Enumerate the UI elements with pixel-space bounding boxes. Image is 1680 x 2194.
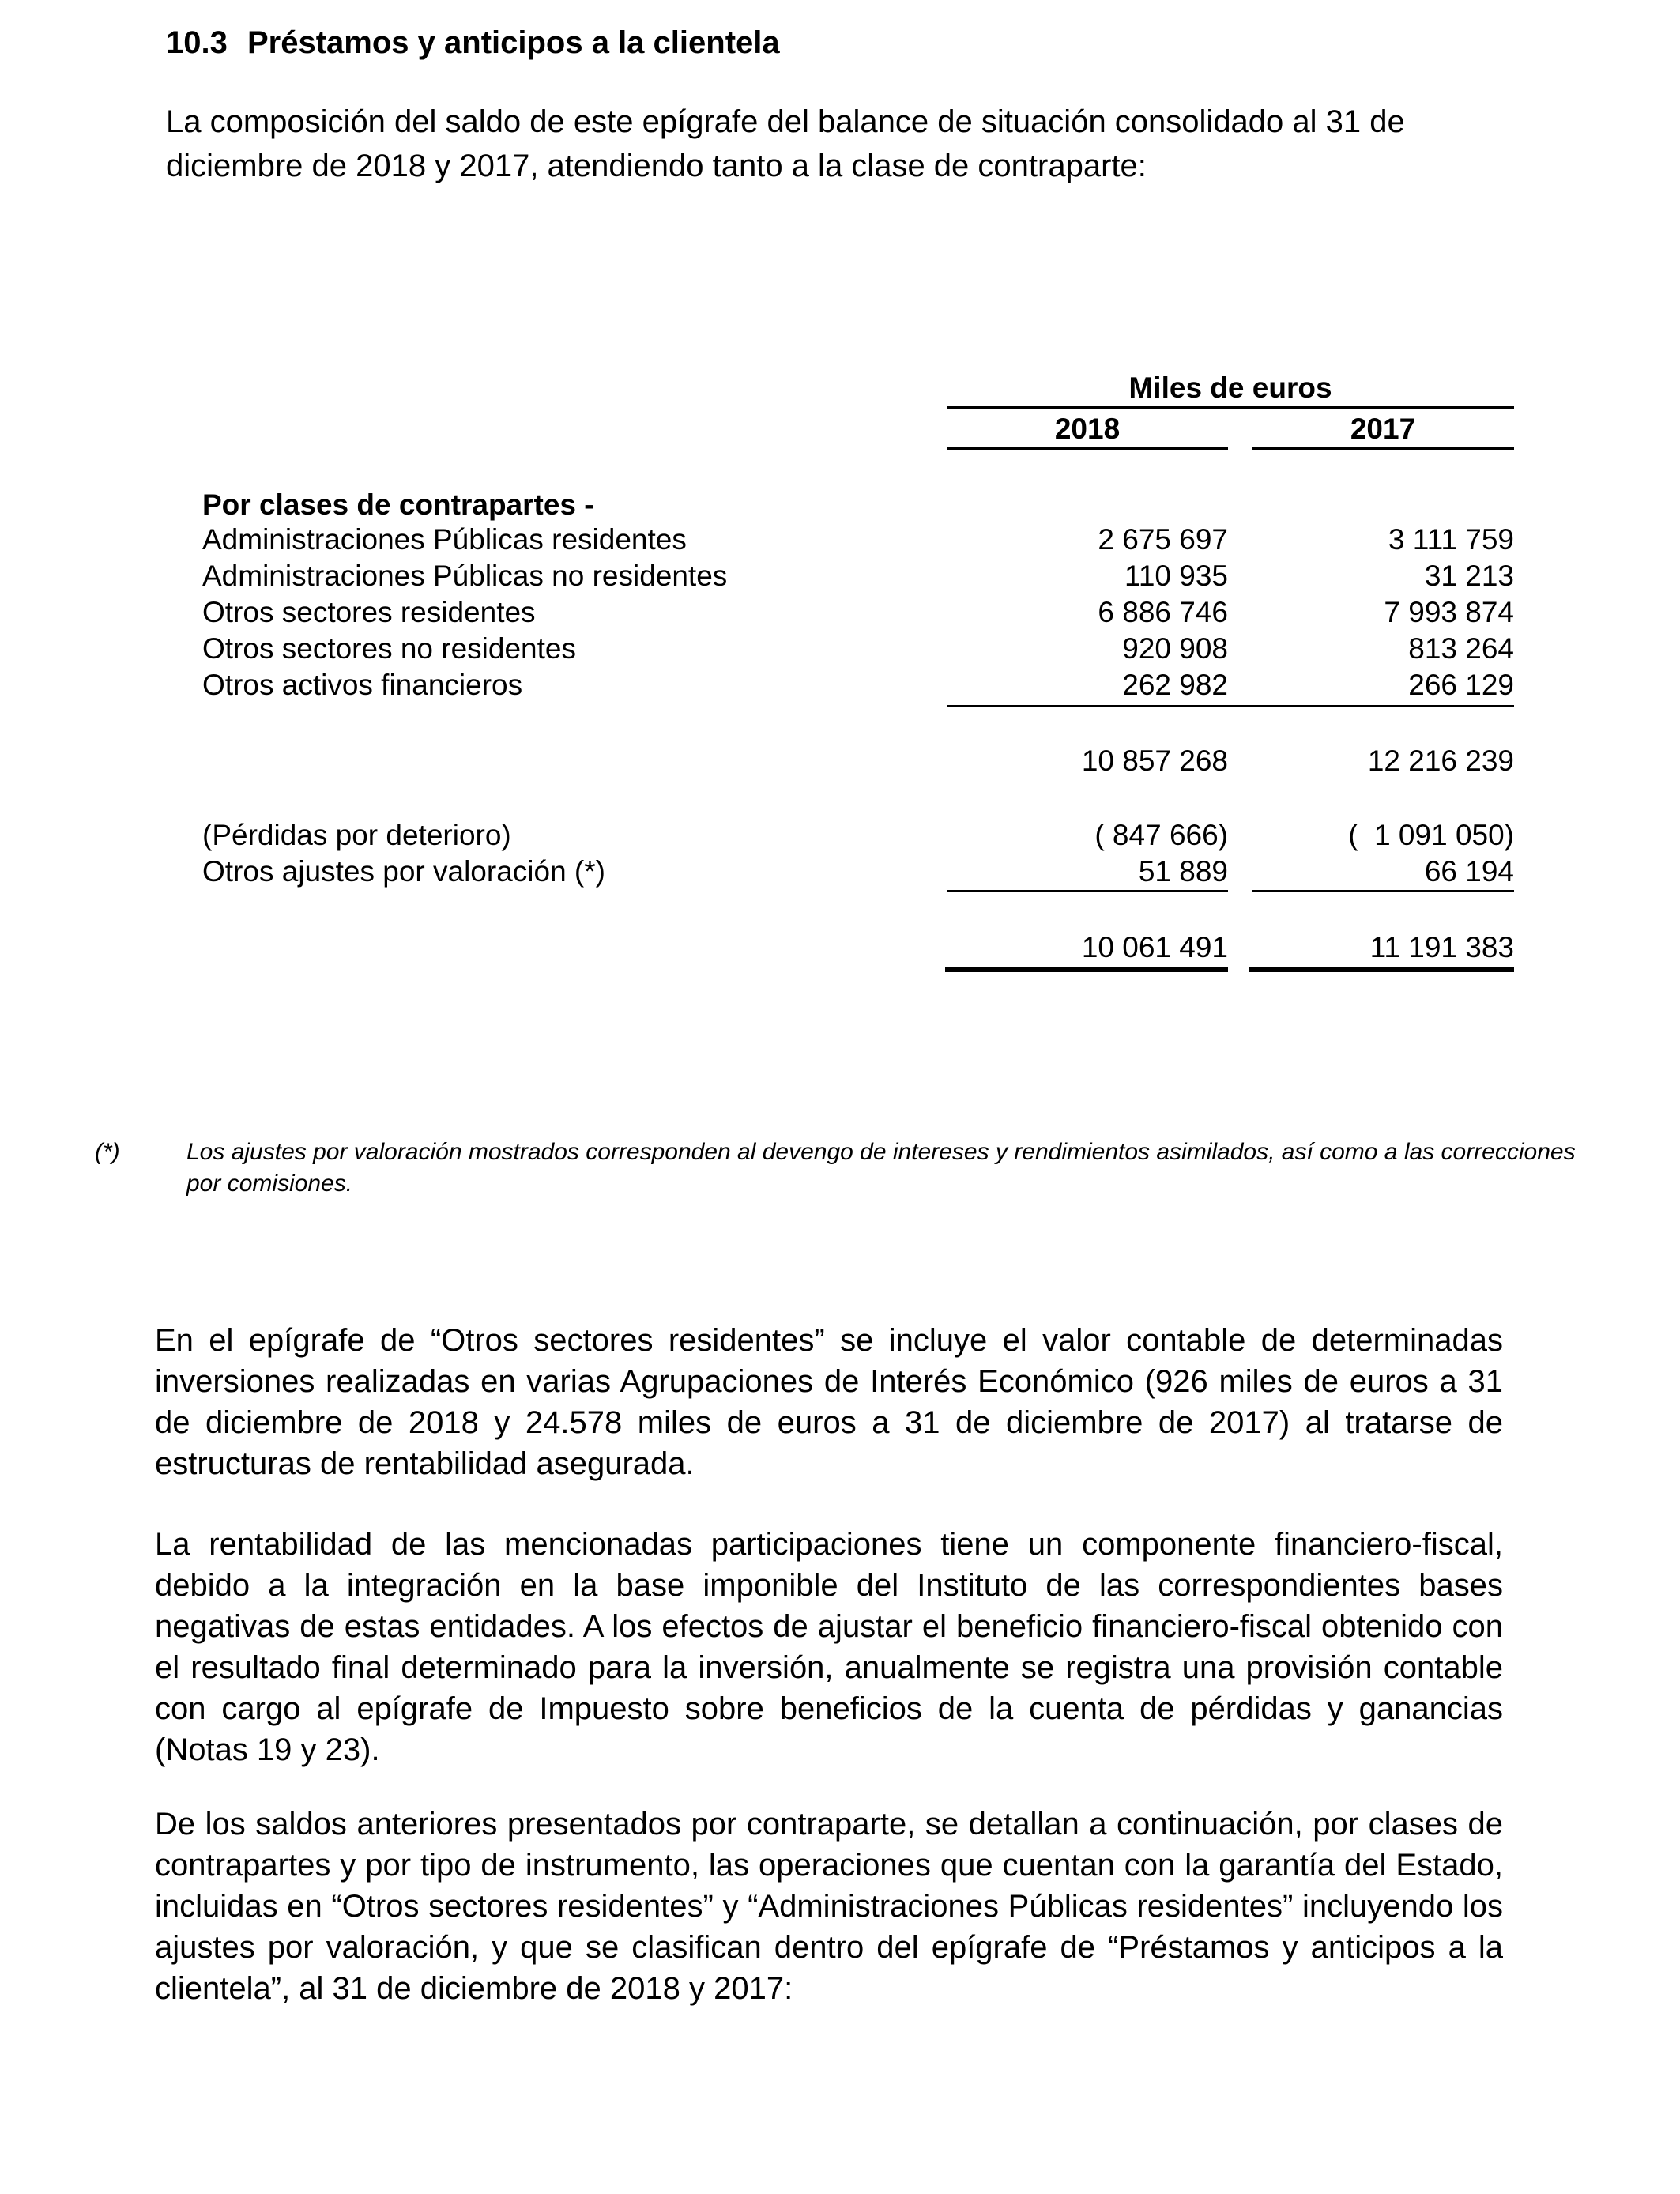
subtotal-2018: 10 857 268 <box>1081 745 1228 777</box>
adjust-rule-2017 <box>1252 890 1514 892</box>
section-heading <box>166 22 780 63</box>
column-rule-2018 <box>947 447 1228 450</box>
subtotal-2017: 12 216 239 <box>1367 745 1514 777</box>
row-value-2017: 31 213 <box>1424 560 1514 592</box>
adjust-rule-2018 <box>947 890 1228 892</box>
adjustment-value-2018: 51 889 <box>1138 855 1228 888</box>
subtotal-rule <box>947 705 1514 707</box>
row-label: Otros activos financieros <box>202 669 523 701</box>
header-rule <box>947 406 1514 409</box>
category-label: Por clases de contrapartes - <box>202 488 594 521</box>
body-paragraph: En el epígrafe de “Otros sectores residentes” se incluye el valor contable de determinadas inversiones realizadas en varias Agrupaciones de Interés Económico (926 miles de euros a 31 de diciembre de 2018 y 24.578 miles de euros a 31 de diciembre de 2017) al tratarse de estructuras de rentabilidad asegurada. <box>155 1323 1503 1481</box>
column-header-2017: 2017 <box>1350 413 1416 445</box>
total-2018: 10 061 491 <box>1081 931 1228 963</box>
row-value-2018: 6 886 746 <box>1098 596 1228 628</box>
row-label: Administraciones Públicas no residentes <box>202 560 728 592</box>
footnote-text: Los ajustes por valoración mostrados corresponden al devengo de intereses y rendimientos asimilados, así como a las correcciones por comisiones. <box>186 1139 1576 1197</box>
body-paragraph: La rentabilidad de las mencionadas participaciones tiene un componente financiero-fiscal, debido a la integración en la base imponible del Instituto de las correspondientes bases negativas de estas entidades. A los efectos de ajustar el beneficio financiero-fiscal obtenido con el resultado final determinado para la inversión, anualmente se registra una provisión contable con cargo al epígrafe de Impuesto sobre beneficios de la cuenta de pérdidas y ganancias (Notas 19 y 23). <box>155 1527 1503 1767</box>
adjustment-label: (Pérdidas por deterioro) <box>202 819 511 851</box>
adjustment-value-2017: 66 194 <box>1424 855 1514 888</box>
footnote-mark: (*) <box>95 1139 120 1165</box>
row-label: Administraciones Públicas residentes <box>202 523 687 556</box>
adjustment-label: Otros ajustes por valoración (*) <box>202 855 605 888</box>
row-value-2017: 813 264 <box>1408 632 1514 665</box>
table-group-header: Miles de euros <box>1128 371 1332 404</box>
row-value-2018: 262 982 <box>1122 669 1228 701</box>
row-value-2018: 2 675 697 <box>1098 523 1228 556</box>
body-paragraph: De los saldos anteriores presentados por contraparte, se detallan a continuación, por clases de contrapartes y por tipo de instrumento, las operaciones que cuentan con la garantía del Estado, incluidas en “Otros sectores residentes” y “Administraciones Públicas residentes” incluyendo los ajustes por valoración, y que se clasifican dentro del epígrafe de “Préstamos y anticipos a la clientela”, al 31 de diciembre de 2018 y 2017: <box>155 1807 1503 2006</box>
row-value-2017: 3 111 759 <box>1388 523 1514 556</box>
row-value-2017: 266 129 <box>1408 669 1514 701</box>
row-label: Otros sectores residentes <box>202 596 536 628</box>
section-title: Préstamos y anticipos a la clientela <box>247 25 780 60</box>
total-rule-2018 <box>945 967 1228 972</box>
row-value-2018: 110 935 <box>1124 560 1228 592</box>
adjustment-value-2017: ( 1 091 050) <box>1348 819 1514 851</box>
row-label: Otros sectores no residentes <box>202 632 576 665</box>
total-rule-2017 <box>1249 967 1514 972</box>
row-value-2018: 920 908 <box>1122 632 1228 665</box>
column-header-2018: 2018 <box>1054 413 1121 445</box>
intro-paragraph: La composición del saldo de este epígrafe del balance de situación consolidado al 31 de diciembre de 2018 y 2017, atendiendo tanto a la clase de contraparte: <box>166 104 1405 183</box>
adjustment-value-2018: ( 847 666) <box>1094 819 1228 851</box>
column-rule-2017 <box>1252 447 1514 450</box>
row-value-2017: 7 993 874 <box>1384 596 1514 628</box>
total-2017: 11 191 383 <box>1369 931 1514 963</box>
section-number: 10.3 <box>166 25 228 60</box>
